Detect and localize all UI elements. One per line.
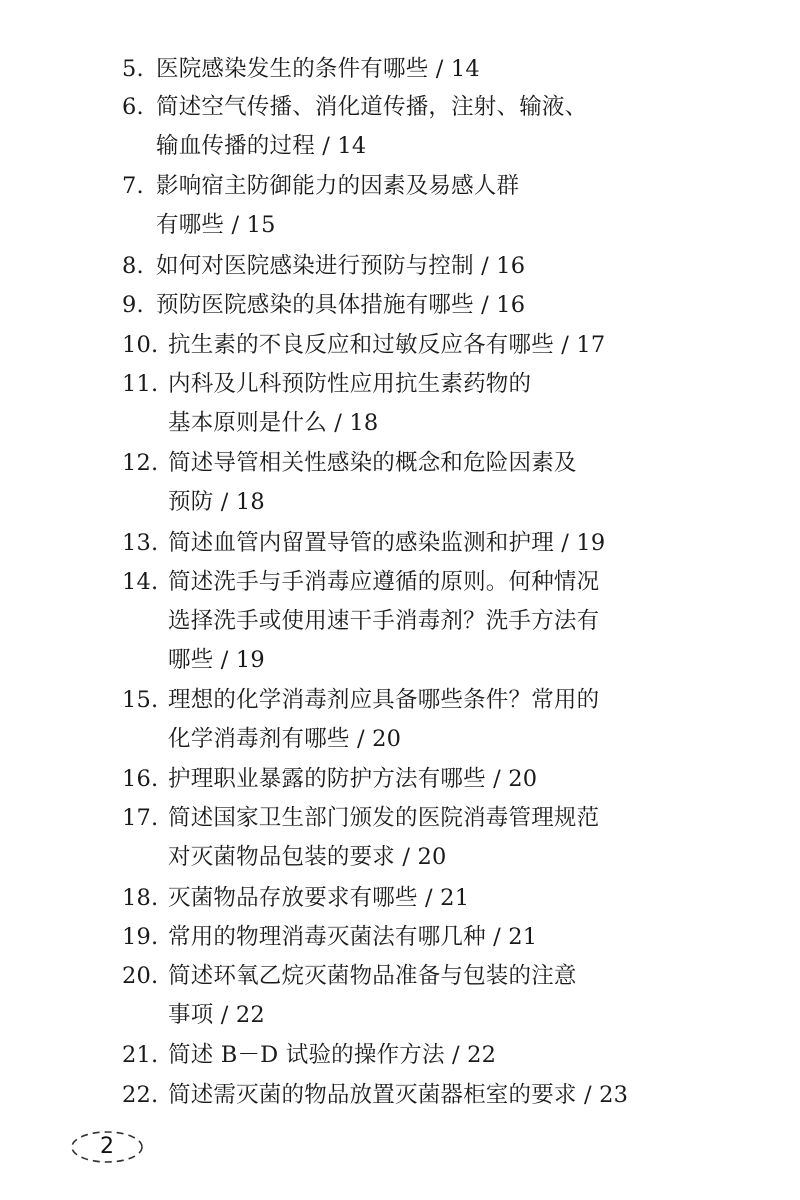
entry-text[interactable]: 常用的物理消毒灭菌法有哪几种 ∕ 21 [168,924,538,950]
entry-number: 14. [122,569,159,595]
entry-number: 11. [122,371,159,397]
entry-text[interactable]: 选择洗手或使用速干手消毒剂？洗手方法有 [168,608,600,634]
entry-text[interactable]: 预防医院感染的具体措施有哪些 ∕ 16 [156,292,526,318]
page-number-badge [70,1130,144,1164]
entry-number: 12. [122,450,159,476]
entry-text[interactable]: 简述需灭菌的物品放置灭菌器柜室的要求 ∕ 23 [168,1082,629,1108]
entry-text[interactable]: 简述导管相关性感染的概念和危险因素及 [168,450,577,476]
entry-number: 7. [122,173,144,199]
entry-number: 8. [122,253,144,279]
entry-text[interactable]: 简述环氧乙烷灭菌物品准备与包装的注意 [168,963,577,989]
entry-text[interactable]: 简述 B－D 试验的操作方法 ∕ 22 [168,1042,497,1068]
entry-text[interactable]: 灭菌物品存放要求有哪些 ∕ 21 [168,885,470,911]
entry-number: 17. [122,805,159,831]
entry-text[interactable]: 内科及儿科预防性应用抗生素药物的 [168,371,532,397]
entry-text[interactable]: 化学消毒剂有哪些 ∕ 20 [168,726,402,752]
entry-text[interactable]: 如何对医院感染进行预防与控制 ∕ 16 [156,253,526,279]
entry-number: 13. [122,530,159,556]
entry-text[interactable]: 输血传播的过程 ∕ 14 [156,133,367,159]
entry-number: 9. [122,292,144,318]
entry-text[interactable]: 简述血管内留置导管的感染监测和护理 ∕ 19 [168,530,606,556]
entry-text[interactable]: 哪些 ∕ 19 [168,647,265,673]
entry-number: 18. [122,885,159,911]
entry-text[interactable]: 简述空气传播、消化道传播，注射、输液、 [156,94,588,120]
entry-number: 22. [122,1082,159,1108]
entry-number: 21. [122,1042,159,1068]
entry-text[interactable]: 预防 ∕ 18 [168,489,265,515]
entry-number: 16. [122,766,159,792]
entry-number: 6. [122,94,144,120]
entry-text[interactable]: 理想的化学消毒剂应具备哪些条件？常用的 [168,687,600,713]
entry-text[interactable]: 护理职业暴露的防护方法有哪些 ∕ 20 [168,766,538,792]
entry-number: 19. [122,924,159,950]
entry-text[interactable]: 影响宿主防御能力的因素及易感人群 [156,173,520,199]
entry-text[interactable]: 简述国家卫生部门颁发的医院消毒管理规范 [168,805,600,831]
entry-text[interactable]: 事项 ∕ 22 [168,1002,265,1028]
entry-text[interactable]: 基本原则是什么 ∕ 18 [168,410,379,436]
entry-text[interactable]: 简述洗手与手消毒应遵循的原则。何种情况 [168,569,600,595]
entry-text[interactable]: 医院感染发生的条件有哪些 ∕ 14 [156,56,480,82]
entry-text[interactable]: 对灭菌物品包装的要求 ∕ 20 [168,844,447,870]
entry-number: 15. [122,687,159,713]
page-number: 2 [100,1134,114,1159]
entry-number: 20. [122,963,159,989]
entry-number: 5. [122,56,144,82]
entry-text[interactable]: 有哪些 ∕ 15 [156,212,276,238]
entry-number: 10. [122,332,159,358]
entry-text[interactable]: 抗生素的不良反应和过敏反应各有哪些 ∕ 17 [168,332,606,358]
